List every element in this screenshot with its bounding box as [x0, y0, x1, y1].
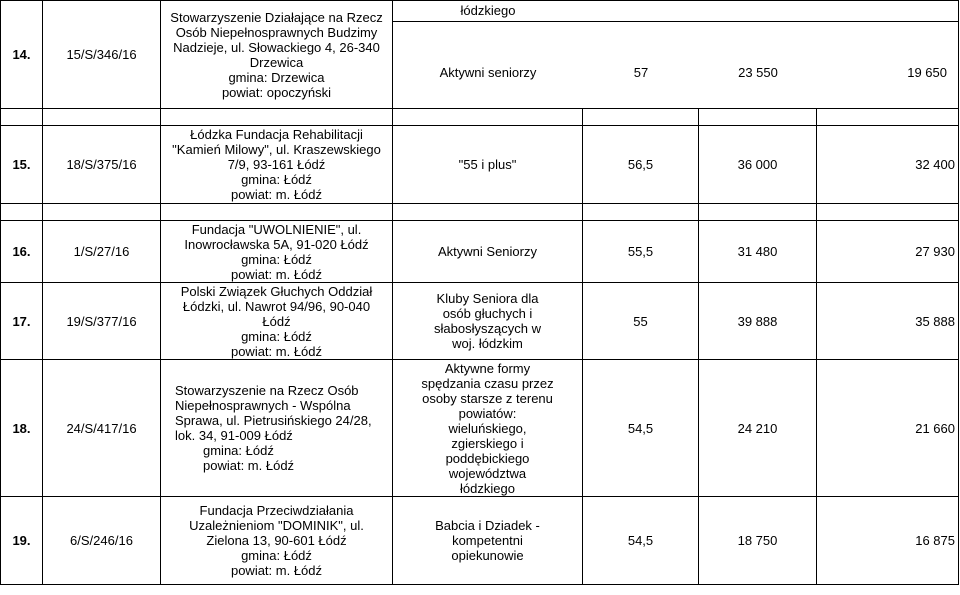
organization-cell [161, 497, 393, 585]
org-line: Uzależnieniom "DOMINIK", ul. [189, 518, 364, 533]
organization-cell [161, 126, 393, 204]
org-line: powiat: opoczyński [221, 84, 332, 100]
task-line: wieluńskiego, [448, 420, 527, 436]
org-line: Drzewica [249, 54, 304, 70]
score-value: 54,5 [583, 497, 699, 585]
org-line: gmina: Łódź [241, 251, 312, 267]
task-title [393, 360, 583, 497]
org-line: Stowarzyszenie Działające na Rzecz [170, 9, 383, 25]
task-line: osoby starsze z terenu [422, 390, 553, 406]
org-line: Zielona 13, 90-601 Łódź [206, 533, 347, 548]
row-number: 17. [1, 283, 43, 360]
row-number: 15. [1, 126, 43, 204]
granted-amount: 16 875 [817, 497, 959, 585]
org-line: Sprawa, ul. Pietrusińskiego 24/28, [175, 413, 372, 428]
table-row [1, 497, 959, 585]
score-value: 55 [583, 283, 699, 360]
task-line: Babcia i Dziadek - [435, 518, 540, 533]
org-line: Nadzieje, ul. Słowackiego 4, 26-340 [173, 39, 380, 55]
task-line: opiekunowie [451, 548, 524, 563]
org-line: powiat: m. Łódź [230, 187, 323, 202]
task-title: "55 i plus" [393, 126, 583, 204]
table-row [1, 126, 959, 204]
task-group-cell [393, 1, 959, 109]
org-line: Łódzka Fundacja Rehabilitacji [190, 127, 363, 142]
task-line: łódzkiego [460, 480, 515, 496]
application-number: 18/S/375/16 [43, 126, 161, 204]
task-title [393, 221, 583, 283]
application-number: 19/S/377/16 [43, 283, 161, 360]
org-line: powiat: m. Łódź [230, 266, 323, 282]
requested-amount: 24 210 [699, 360, 817, 497]
task-line: Aktywne formy [444, 360, 531, 376]
org-line: Osób Niepełnosprawnych Budzimy [175, 24, 378, 40]
requested-amount: 18 750 [699, 497, 817, 585]
org-line: Inowrocławska 5A, 91-020 Łódź [184, 236, 369, 252]
organization-cell [161, 360, 393, 497]
task-line: słabosłyszących w [434, 321, 541, 336]
org-line: powiat: m. Łódź [203, 458, 295, 473]
org-line: powiat: m. Łódź [230, 343, 323, 359]
application-number: 15/S/346/16 [43, 1, 161, 109]
org-line: Fundacja "UWOLNIENIE", ul. [191, 221, 362, 237]
org-line: Łódzki, ul. Nawrot 94/96, 90-040 [182, 298, 371, 314]
task-line: Aktywni Seniorzy [438, 244, 537, 259]
org-line: gmina: Łódź [203, 443, 274, 458]
task-title [393, 283, 583, 360]
table-row [1, 360, 959, 497]
task-line: województwa [448, 465, 527, 481]
task-line: woj. łódzkim [452, 336, 523, 351]
requested-amount: 31 480 [699, 221, 817, 283]
org-line: "Kamień Milowy", ul. Kraszewskiego [172, 142, 381, 157]
requested-amount: 36 000 [699, 126, 817, 204]
granted-amount: 35 888 [817, 283, 959, 360]
task-line: powiatów: [458, 405, 517, 421]
task-line: zgierskiego i [451, 435, 524, 451]
task-title [393, 497, 583, 585]
org-line: gmina: Łódź [241, 328, 312, 344]
org-line: Polski Związek Głuchych Oddział [180, 283, 373, 299]
score-value: 54,5 [583, 360, 699, 497]
task-line: spędzania czasu przez [421, 375, 554, 391]
org-line: Łódź [262, 313, 291, 329]
application-number: 24/S/417/16 [43, 360, 161, 497]
requested-amount: 39 888 [699, 283, 817, 360]
task-line: kompetentni [452, 533, 523, 548]
org-line: Fundacja Przeciwdziałania [199, 503, 354, 518]
table-row [1, 221, 959, 283]
org-line: 7/9, 93-161 Łódź [227, 157, 326, 172]
score-value: 56,5 [583, 126, 699, 204]
granted-amount: 19 650 [907, 65, 947, 80]
task-line: poddębickiego [445, 450, 530, 466]
row-number: 18. [1, 360, 43, 497]
org-line: gmina: Drzewica [228, 69, 325, 85]
table-row [1, 1, 959, 109]
granted-amount: 21 660 [817, 360, 959, 497]
org-line: lok. 34, 91-009 Łódź [175, 428, 293, 443]
row-number: 16. [1, 221, 43, 283]
requested-amount: 23 550 [738, 65, 778, 80]
row-separator [1, 109, 959, 126]
score-value: 57 [633, 65, 649, 80]
org-line: gmina: Łódź [241, 548, 312, 563]
organization-cell [161, 1, 393, 109]
org-line: Stowarzyszenie na Rzecz Osób [175, 383, 359, 398]
task-line: Kluby Seniora dla [436, 291, 539, 306]
organization-cell [161, 221, 393, 283]
row-number: 14. [1, 1, 43, 109]
granted-amount: 27 930 [817, 221, 959, 283]
task-top-label: łódzkiego [393, 1, 583, 22]
granted-amount: 32 400 [817, 126, 959, 204]
row-separator [1, 204, 959, 221]
row-number: 19. [1, 497, 43, 585]
application-number: 1/S/27/16 [43, 221, 161, 283]
task-line: osób głuchych i [442, 306, 533, 321]
table-row [1, 283, 959, 360]
organization-cell [161, 283, 393, 360]
org-line: powiat: m. Łódź [230, 563, 323, 578]
org-line: gmina: Łódź [241, 172, 312, 187]
score-value: 55,5 [583, 221, 699, 283]
org-line: Niepełnosprawnych - Wspólna [175, 398, 351, 413]
task-title: Aktywni seniorzy [439, 65, 537, 80]
application-number: 6/S/246/16 [43, 497, 161, 585]
